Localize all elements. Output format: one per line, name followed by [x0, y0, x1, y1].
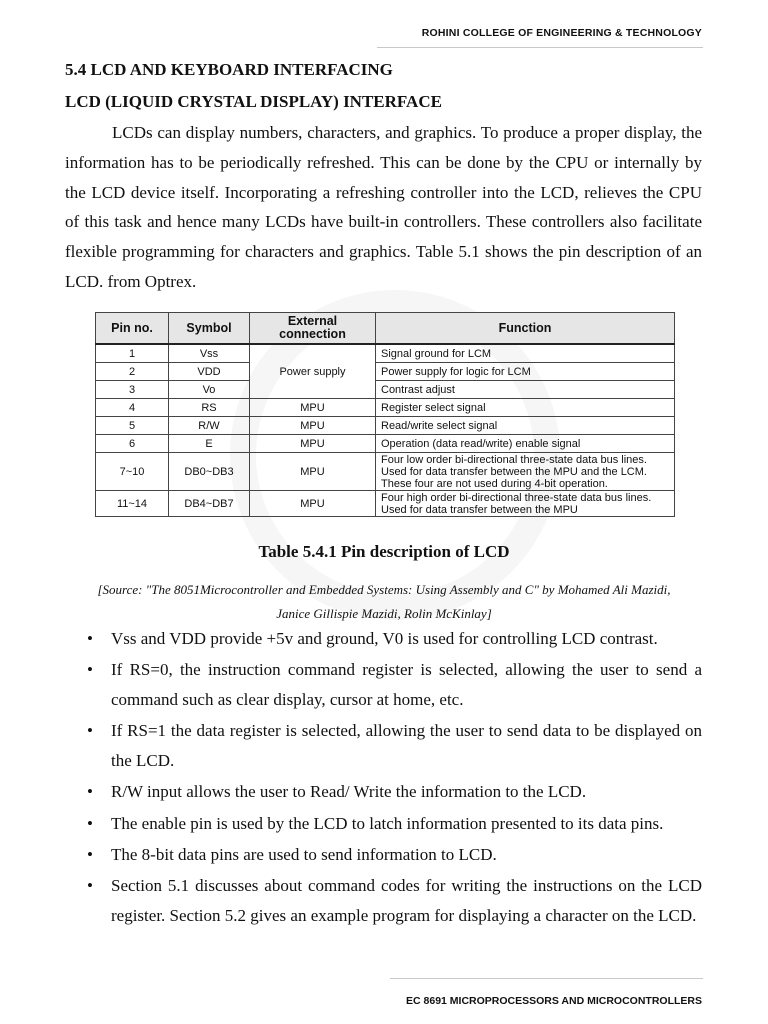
external-connection-cell: MPU — [250, 491, 376, 517]
external-connection-cell: MPU — [250, 435, 376, 453]
table-row — [96, 417, 675, 435]
subsection-title: LCD (LIQUID CRYSTAL DISPLAY) INTERFACE — [65, 92, 442, 111]
list-item: • If RS=1 the data register is selected, allowing the user to send data to be displayed on the LCD. — [65, 716, 702, 776]
symbol-cell: R/W — [169, 417, 250, 435]
symbol-cell: RS — [169, 399, 250, 417]
external-connection-cell: MPU — [250, 417, 376, 435]
table-row — [96, 435, 675, 453]
pin-cell: 3 — [96, 381, 169, 399]
header-symbol: Symbol — [169, 313, 250, 345]
table-row — [96, 344, 675, 363]
pin-cell: 11~14 — [96, 491, 169, 517]
external-connection-cell: Power supply — [250, 344, 376, 399]
table-row — [96, 363, 675, 381]
function-cell: Contrast adjust — [376, 381, 675, 399]
header-function: Function — [376, 313, 675, 345]
source-citation — [60, 578, 708, 626]
function-cell: Signal ground for LCM — [376, 344, 675, 363]
external-connection-cell: MPU — [250, 399, 376, 417]
pin-cell: 4 — [96, 399, 169, 417]
table-caption: Table 5.4.1 Pin description of LCD — [258, 542, 510, 561]
function-cell: Four high order bi-directional three-state data bus lines. Used for data transfer between the MPU — [376, 491, 675, 517]
pin-cell: 5 — [96, 417, 169, 435]
header-divider — [377, 47, 703, 48]
function-cell: Read/write select signal — [376, 417, 675, 435]
page-footer: EC 8691 MICROPROCESSORS AND MICROCONTROLLERS — [406, 995, 702, 1007]
table-row — [96, 453, 675, 491]
section-title: 5.4 LCD AND KEYBOARD INTERFACING — [65, 60, 393, 79]
symbol-cell: DB4~DB7 — [169, 491, 250, 517]
pin-cell: 6 — [96, 435, 169, 453]
external-connection-cell: MPU — [250, 453, 376, 491]
footer-divider — [390, 978, 703, 979]
table-row — [96, 381, 675, 399]
page-header: ROHINI COLLEGE OF ENGINEERING & TECHNOLOGY — [421, 27, 702, 39]
source-line-1: [Source: "The 8051Microcontroller and Embedded Systems: Using Assembly and C" by Mohamed Ali Mazidi, — [97, 582, 671, 597]
list-item: • If RS=0, the instruction command register is selected, allowing the user to send a command such as clear display, cursor at home, etc. — [65, 655, 702, 715]
table-header-row — [96, 313, 675, 345]
list-item: • Vss and VDD provide +5v and ground, V0 is used for controlling LCD contrast. — [65, 624, 702, 654]
pin-cell: 2 — [96, 363, 169, 381]
list-item: • The enable pin is used by the LCD to latch information presented to its data pins. — [65, 809, 702, 839]
table-row — [96, 399, 675, 417]
source-line-2: Janice Gillispie Mazidi, Rolin McKinlay] — [276, 606, 492, 621]
header-pin-no: Pin no. — [96, 313, 169, 345]
pin-description-table — [95, 312, 675, 517]
function-cell: Register select signal — [376, 399, 675, 417]
list-item: • The 8-bit data pins are used to send information to LCD. — [65, 840, 702, 870]
function-cell: Operation (data read/write) enable signal — [376, 435, 675, 453]
symbol-cell: Vo — [169, 381, 250, 399]
function-cell: Power supply for logic for LCM — [376, 363, 675, 381]
table-row — [96, 491, 675, 517]
symbol-cell: E — [169, 435, 250, 453]
symbol-cell: Vss — [169, 344, 250, 363]
list-item: • R/W input allows the user to Read/ Write the information to the LCD. — [65, 777, 702, 807]
symbol-cell: DB0~DB3 — [169, 453, 250, 491]
pin-cell: 1 — [96, 344, 169, 363]
function-cell: Four low order bi-directional three-state data bus lines. Used for data transfer between the MPU and the LCM. These four are not used during 4-bit operation. — [376, 453, 675, 491]
list-item: • Section 5.1 discusses about command codes for writing the instructions on the LCD register. Section 5.2 gives an example program for displaying a character on the LCD. — [65, 871, 702, 931]
intro-paragraph: LCDs can display numbers, characters, and graphics. To produce a proper display, the information has to be periodically refreshed. This can be done by the CPU or internally by the LCD device itself. Incorporating a refreshing controller into the LCD, relieves the CPU of this task and hence many LCDs have built-in controllers. These controllers also facilitate flexible programming for characters and graphics. Table 5.1 shows the pin description of an LCD. from Optrex. — [65, 123, 702, 291]
pin-cell: 7~10 — [96, 453, 169, 491]
header-external-connection: External connection — [250, 313, 376, 345]
symbol-cell: VDD — [169, 363, 250, 381]
bullet-list — [65, 624, 702, 932]
